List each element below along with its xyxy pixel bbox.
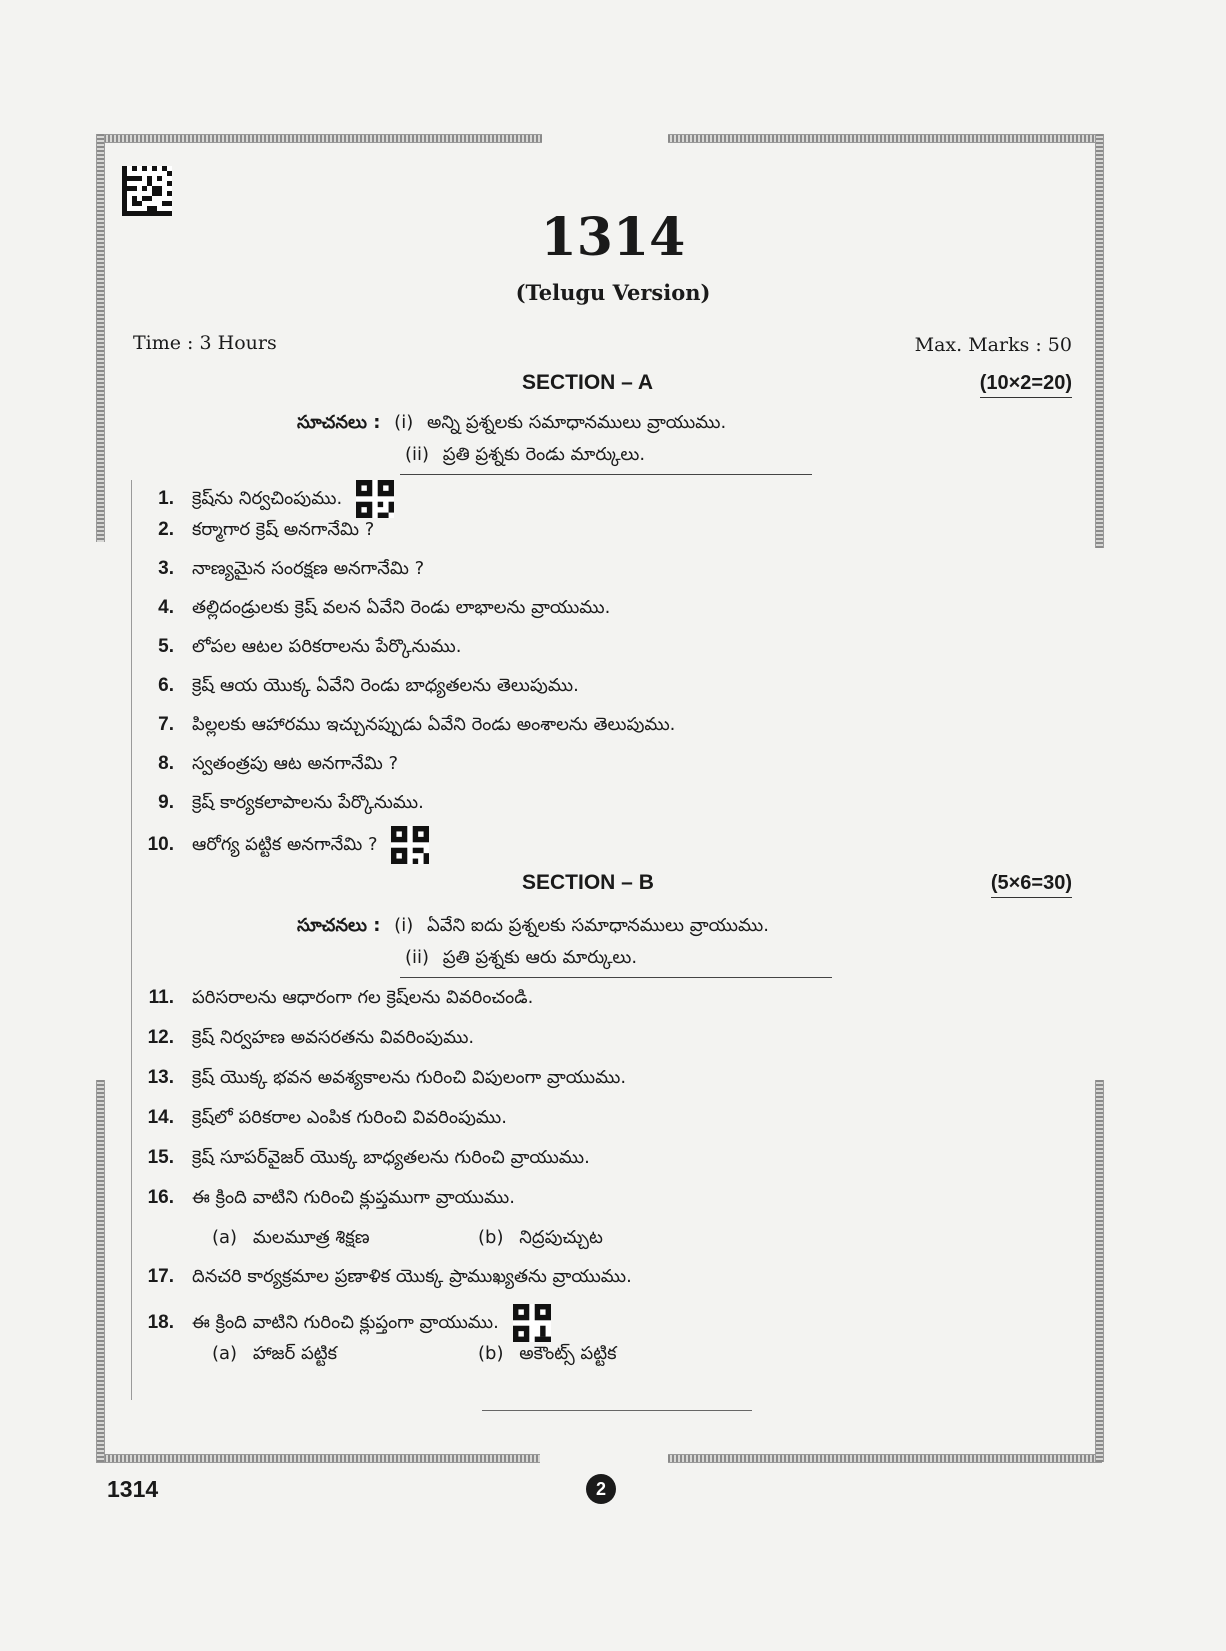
instruction-rule (400, 474, 812, 475)
question-12: 12. క్రెష్ నిర్వహణ అవసరతను వివరింపుము. (147, 1027, 475, 1048)
question-3: 3. నాణ్యమైన సంరక్షణ అనగానేమి ? (158, 558, 425, 579)
border-bottom-left (96, 1454, 540, 1463)
border-top-right (668, 134, 1102, 143)
question-9: 9. క్రెష్ కార్యకలాపాలను పేర్కొనుము. (158, 792, 424, 813)
border-top-left (96, 134, 542, 143)
question-4: 4. తల్లిదండ్రులకు క్రెష్ వలన ఏవేని రెండు లాభాలను వ్రాయుము. (158, 597, 611, 618)
end-rule (482, 1410, 752, 1411)
border-left-bottom (96, 1080, 105, 1462)
question-11: 11. పరిసరాలను ఆధారంగా గల క్రెష్‌లను వివరించండి. (148, 987, 534, 1008)
instruction-rule (400, 977, 832, 978)
question-1: 1. క్రెష్‌ను నిర్వచింపుము. (118, 480, 394, 518)
border-bottom-right (668, 1454, 1102, 1463)
question-14: 14. క్రెష్‌లో పరికరాల ఎంపిక గురించి వివరింపుము. (147, 1107, 507, 1128)
border-right-bottom (1095, 1080, 1104, 1462)
question-17: 17. దినచరి కార్యక్రమాల ప్రణాళిక యొక్క ప్రాముఖ్యతను వ్రాయుము. (147, 1266, 632, 1287)
question-13: 13. క్రెష్ యొక్క భవన అవశ్యకాలను గురించి విపులంగా వ్రాయుము. (147, 1067, 627, 1088)
qr-code-icon (356, 480, 394, 518)
max-marks: Max. Marks : 50 (914, 334, 1072, 356)
qr-code-icon (513, 1304, 551, 1342)
question-16-option-a: (a) మలమూత్ర శిక్షణ (212, 1227, 370, 1248)
question-15: 15. క్రెష్ సూపర్‌వైజర్ యొక్క బాధ్యతలను గురించి వ్రాయుము. (147, 1147, 590, 1168)
question-18-option-a: (a) హాజర్ పట్టిక (212, 1343, 338, 1364)
question-10: 10. ఆరోగ్య పట్టిక అనగానేమి ? (118, 826, 429, 864)
question-5: 5. లోపల ఆటల పరికరాలను పేర్కొనుము. (158, 636, 462, 657)
section-a-marks: (10×2=20) (980, 372, 1072, 398)
section-a-title: SECTION – A (522, 371, 654, 394)
section-a-instruction-1: సూచనలు : (i) అన్ని ప్రశ్నలకు సమాధానములు వ్రాయుము. (297, 412, 727, 433)
section-b-marks: (5×6=30) (991, 872, 1072, 898)
border-left-top (96, 134, 105, 542)
instructions-label: సూచనలు : (297, 412, 381, 433)
paper-version: (Telugu Version) (515, 280, 711, 305)
question-18-option-b: (b) అకౌంట్స్ పట్టిక (478, 1343, 617, 1364)
question-16: 16. ఈ క్రింది వాటిని గురించి క్లుప్తముగా వ్రాయుము. (147, 1187, 515, 1208)
exam-time: Time : 3 Hours (133, 332, 277, 354)
section-a-instruction-2: (ii) ప్రతి ప్రశ్నకు రెండు మార్కులు. (405, 444, 646, 465)
question-8: 8. స్వతంత్రపు ఆట అనగానేమి ? (158, 753, 399, 774)
section-b-instruction-2: (ii) ప్రతి ప్రశ్నకు ఆరు మార్కులు. (405, 947, 638, 968)
section-b-title: SECTION – B (522, 871, 654, 894)
footer-paper-code: 1314 (107, 1476, 159, 1502)
question-18: 18. ఈ క్రింది వాటిని గురించి క్లుప్తంగా వ్రాయుము. (118, 1304, 551, 1342)
border-right-top (1095, 134, 1104, 548)
page-number: 2 (586, 1474, 616, 1504)
question-6: 6. క్రెష్ ఆయ యొక్క ఏవేని రెండు బాధ్యతలను తెలుపుము. (158, 675, 579, 696)
instructions-label: సూచనలు : (297, 915, 381, 936)
question-2: 2. కర్మాగార క్రెష్ అనగానేమి ? (158, 519, 375, 540)
question-16-option-b: (b) నిద్రపుచ్చుట (478, 1227, 603, 1248)
section-b-instruction-1: సూచనలు : (i) ఏవేని ఐదు ప్రశ్నలకు సమాధానములు వ్రాయుము. (297, 915, 769, 936)
qr-code-icon (391, 826, 429, 864)
question-7: 7. పిల్లలకు ఆహారము ఇచ్చునప్పుడు ఏవేని రెండు అంశాలను తెలుపుము. (158, 714, 676, 735)
paper-code: 1314 (540, 207, 686, 268)
